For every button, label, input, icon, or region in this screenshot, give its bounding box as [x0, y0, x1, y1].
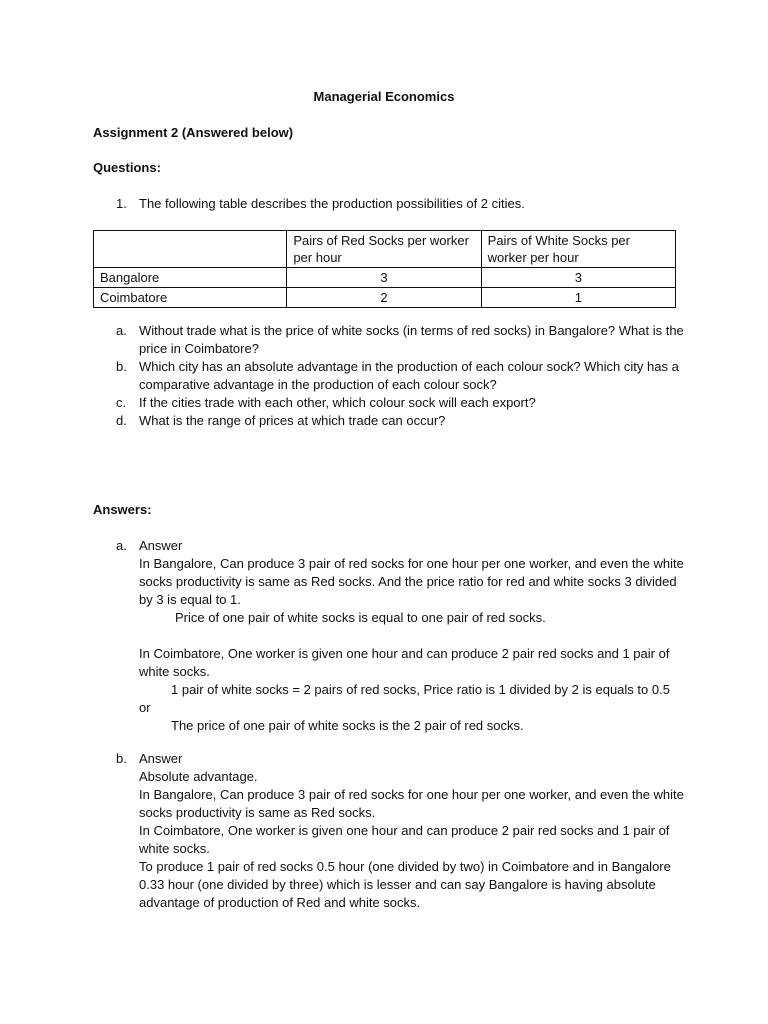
table-row: [94, 288, 676, 308]
table-row: [94, 268, 676, 288]
answer-paragraph: In Coimbatore, One worker is given one hour and can produce 2 pair red socks and 1 pair of white socks.: [139, 823, 670, 856]
answer-label: Answer: [139, 751, 183, 766]
answers-heading: Answers:: [93, 502, 152, 517]
table-cell: 2: [287, 288, 481, 308]
table-header-cell: Pairs of White Socks per worker per hour: [481, 231, 675, 268]
subquestion-text: Which city has an absolute advantage in the production of each colour sock? Which city has a comparative advantage in the production of each colour sock?: [139, 359, 679, 392]
subquestion-text: If the cities trade with each other, which colour sock will each export?: [139, 395, 536, 410]
answer-b-block: [139, 750, 684, 912]
table-header-row: [94, 231, 676, 268]
table-cell: 1: [481, 288, 675, 308]
answer-paragraph: Absolute advantage.: [139, 769, 258, 784]
answer-paragraph: In Bangalore, Can produce 3 pair of red socks for one hour per one worker, and even the white socks productivity is same as Red socks. And the price ratio for red and white socks 3 divided by 3 is equal to 1.: [139, 556, 684, 607]
answer-paragraph: Price of one pair of white socks is equal to one pair of red socks.: [175, 610, 546, 625]
table-cell: 3: [287, 268, 481, 288]
subquestion-letter: d.: [116, 413, 127, 428]
answer-letter: b.: [116, 751, 127, 766]
answer-paragraph: In Bangalore, Can produce 3 pair of red socks for one hour per one worker, and even the white socks productivity is same as Red socks.: [139, 787, 684, 820]
subquestion-letter: c.: [116, 395, 127, 410]
table-cell: 3: [481, 268, 675, 288]
answer-paragraph: 1 pair of white socks = 2 pairs of red socks, Price ratio is 1 divided by 2 is equals to 0.5 or: [139, 682, 670, 715]
table-cell: Coimbatore: [94, 288, 287, 308]
document-title: Managerial Economics: [313, 89, 455, 104]
question-number: 1.: [116, 196, 127, 211]
table-header-cell: [94, 231, 287, 268]
question-text: The following table describes the production possibilities of 2 cities.: [139, 196, 525, 211]
answer-paragraph: In Coimbatore, One worker is given one hour and can produce 2 pair red socks and 1 pair of white socks.: [139, 646, 670, 679]
answer-paragraph: To produce 1 pair of red socks 0.5 hour (one divided by two) in Coimbatore and in Bangalore 0.33 hour (one divided by three) which is lesser and can say Bangalore is having absolute advantage of production of Red and white socks.: [139, 859, 671, 910]
subquestion-letter: b.: [116, 359, 127, 374]
subquestion-text: What is the range of prices at which trade can occur?: [139, 413, 446, 428]
subquestion-text: Without trade what is the price of white socks (in terms of red socks) in Bangalore? What is the price in Coimbatore?: [139, 323, 684, 356]
assignment-heading: Assignment 2 (Answered below): [93, 125, 294, 140]
production-table: [93, 230, 676, 308]
table-header-cell: Pairs of Red Socks per worker per hour: [287, 231, 481, 268]
answer-label: Answer: [139, 538, 183, 553]
questions-heading: Questions:: [93, 160, 161, 175]
table-cell: Bangalore: [94, 268, 287, 288]
answer-letter: a.: [116, 538, 127, 553]
subquestion-letter: a.: [116, 323, 127, 338]
answer-a-block: [139, 537, 684, 735]
answer-paragraph: The price of one pair of white socks is the 2 pair of red socks.: [171, 718, 524, 733]
